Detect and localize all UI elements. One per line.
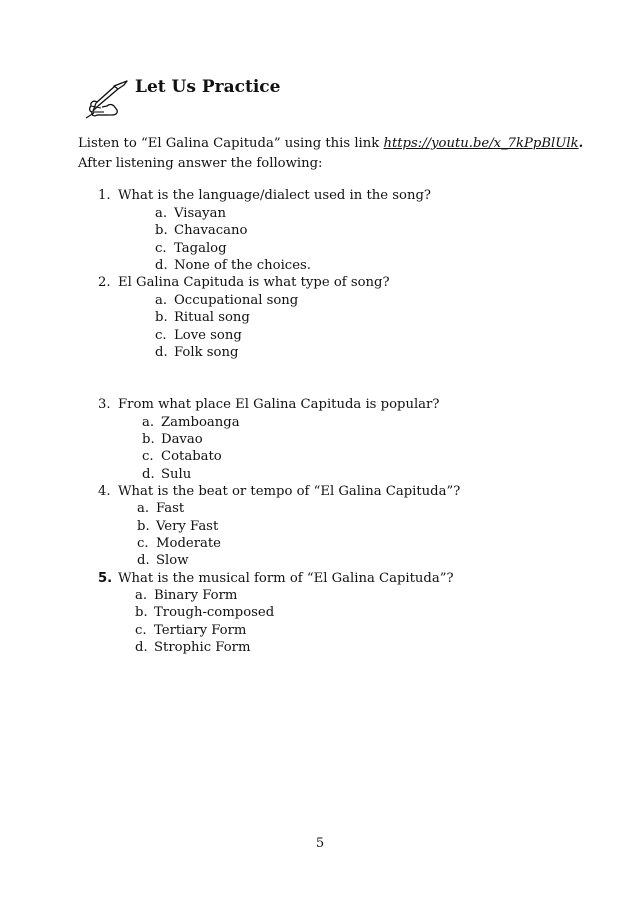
option-text: Tertiary Form [154, 623, 247, 638]
instructions-line-2: After listening answer the following: [78, 156, 323, 171]
option-letter: b. [137, 519, 150, 534]
option-5d [135, 639, 251, 656]
option-4c [137, 535, 221, 552]
question-5 [98, 570, 454, 587]
option-2a [155, 292, 298, 309]
question-number: 5. [98, 571, 113, 586]
option-letter: a. [137, 501, 150, 516]
question-number: 1. [98, 188, 111, 203]
question-text: What is the beat or tempo of “El Galina Capituda”? [118, 484, 461, 499]
option-letter: b. [135, 605, 148, 620]
option-1b [155, 222, 247, 239]
option-text: Davao [161, 432, 203, 447]
video-link[interactable]: https://youtu.be/x_7kPpBlUlk [383, 136, 579, 151]
option-text: Strophic Form [154, 640, 251, 655]
option-3b [142, 431, 203, 448]
instructions-line-1 [78, 134, 598, 154]
question-text: What is the language/dialect used in the song? [118, 188, 431, 203]
question-text: From what place El Galina Capituda is popular? [118, 397, 440, 412]
option-text: Occupational song [174, 293, 299, 308]
page-number-text: 5 [315, 836, 325, 851]
question-2 [98, 274, 390, 291]
option-text: Fast [156, 501, 185, 516]
option-4b [137, 518, 218, 535]
option-1c [155, 240, 227, 257]
option-letter: c. [142, 449, 154, 464]
option-2b [155, 309, 250, 326]
question-number: 2. [98, 275, 111, 290]
section-header [84, 74, 384, 120]
option-text: Cotabato [161, 449, 222, 464]
instructions [78, 134, 598, 174]
option-5b [135, 604, 274, 621]
option-text: Trough-composed [154, 605, 275, 620]
option-text: Very Fast [156, 519, 219, 534]
option-text: Slow [156, 553, 189, 568]
option-letter: b. [155, 310, 168, 325]
option-letter: c. [135, 623, 147, 638]
option-4d [137, 552, 188, 569]
question-4 [98, 483, 460, 500]
page-number [0, 836, 638, 851]
option-text: Love song [174, 328, 242, 343]
option-letter: c. [155, 241, 167, 256]
option-letter: d. [135, 640, 148, 655]
option-letter: a. [155, 206, 168, 221]
question-text: El Galina Capituda is what type of song? [118, 275, 390, 290]
option-letter: a. [135, 588, 148, 603]
option-2c [155, 327, 242, 344]
option-text: Moderate [156, 536, 221, 551]
option-letter: c. [137, 536, 149, 551]
option-letter: a. [155, 293, 168, 308]
option-text: Visayan [174, 206, 226, 221]
option-text: Tagalog [174, 241, 227, 256]
option-1a [155, 205, 226, 222]
question-text: What is the musical form of “El Galina Capituda”? [118, 571, 454, 586]
option-letter: d. [137, 553, 150, 568]
option-text: Binary Form [154, 588, 238, 603]
option-2d [155, 344, 238, 361]
option-1d [155, 257, 311, 274]
question-number: 4. [98, 484, 111, 499]
question-3 [98, 396, 439, 413]
option-letter: d. [155, 345, 168, 360]
option-3a [142, 414, 240, 431]
option-text: Ritual song [174, 310, 250, 325]
option-letter: c. [155, 328, 167, 343]
question-number: 3. [98, 397, 111, 412]
option-5c [135, 622, 246, 639]
option-letter: d. [142, 467, 155, 482]
option-text: Zamboanga [161, 415, 240, 430]
option-letter: d. [155, 258, 168, 273]
option-letter: b. [155, 223, 168, 238]
option-3c [142, 448, 222, 465]
writing-hand-icon [84, 80, 130, 120]
option-3d [142, 466, 191, 483]
option-text: None of the choices. [174, 258, 311, 273]
option-letter: b. [142, 432, 155, 447]
option-text: Sulu [161, 467, 192, 482]
instructions-prefix: Listen to “El Galina Capituda” using this link [78, 136, 384, 151]
instructions-period: . [578, 136, 584, 151]
option-4a [137, 500, 184, 517]
option-5a [135, 587, 237, 604]
question-1 [98, 187, 431, 204]
section-title: Let Us Practice [135, 77, 281, 97]
option-letter: a. [142, 415, 155, 430]
option-text: Folk song [174, 345, 239, 360]
option-text: Chavacano [174, 223, 248, 238]
